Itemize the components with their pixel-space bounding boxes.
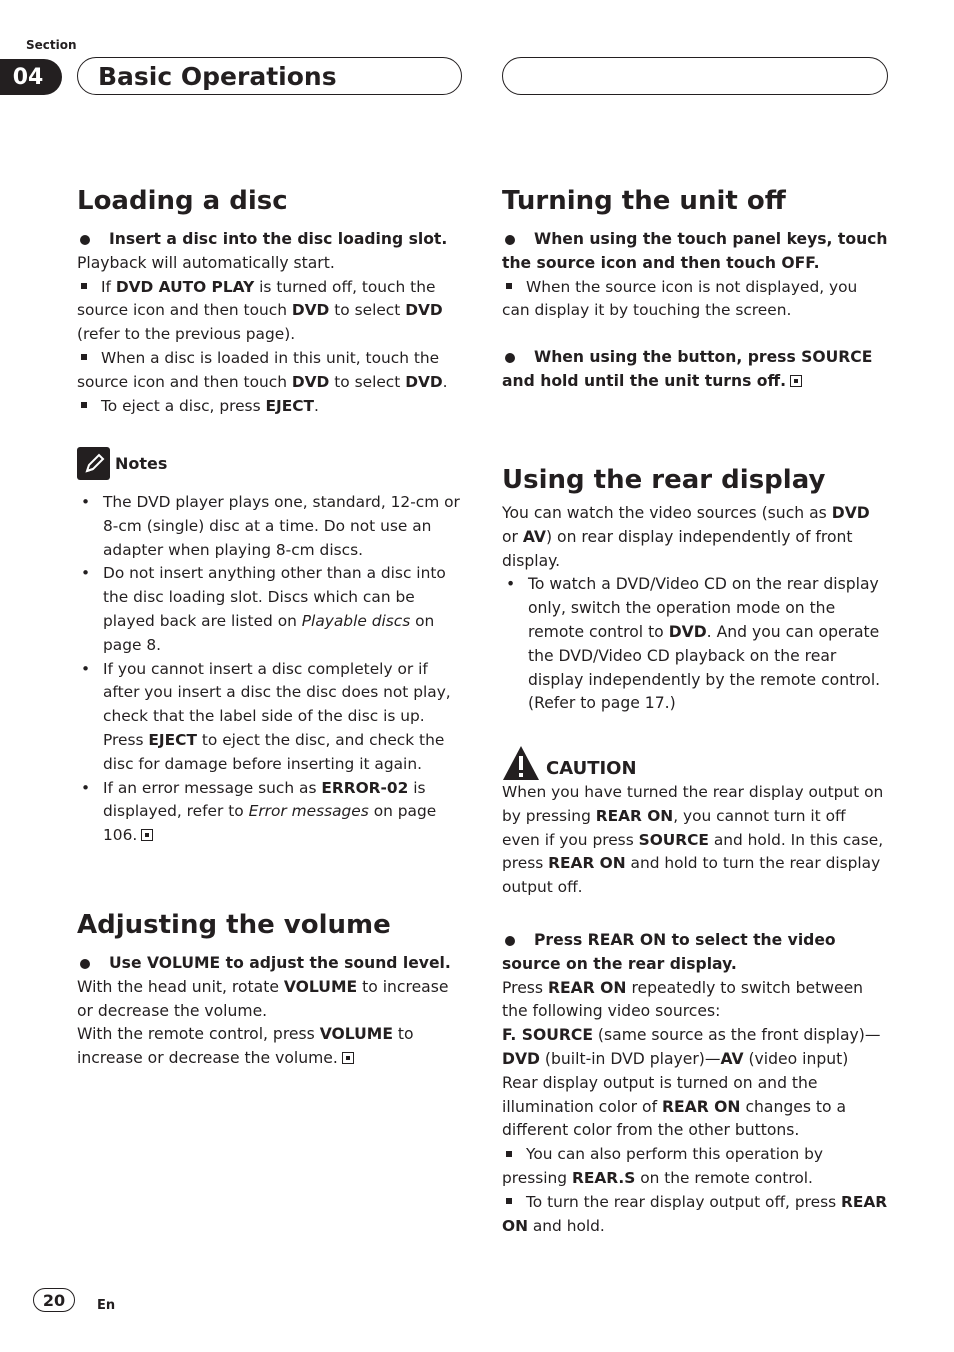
rear-intro: You can watch the video sources (such as DVD or AV) on rear display independently of front display.	[502, 504, 870, 570]
end-mark-icon	[790, 375, 802, 387]
loading-step-1-desc: Playback will automatically start.	[77, 253, 335, 272]
note-3: • If you cannot insert a disc completely or if after you insert a disc the disc does not play, check that the label side of the disc is up. Press EJECT to eject the disc, and check the disc for damage before inserting it again.	[81, 659, 451, 773]
square-bullet-icon	[81, 402, 87, 408]
notes-header	[77, 447, 463, 480]
rear-display-section	[502, 463, 888, 716]
page-number: 20	[33, 1288, 75, 1312]
warning-icon	[502, 745, 540, 781]
rear-step-p1: Press REAR ON repeatedly to switch between the following video sources:	[502, 978, 864, 1021]
language-code: En	[97, 1298, 116, 1313]
square-bullet-icon	[81, 283, 87, 289]
unit-off-heading: Turning the unit off	[502, 186, 786, 216]
unit-off-tip-1: When the source icon is not displayed, you can display it by touching the screen.	[502, 277, 858, 320]
rear-bullet: • To watch a DVD/Video CD on the rear display only, switch the operation mode on the remote control to DVD. And you can operate the DVD/Video CD playback on the rear display independently by the remote control. (Refer to page 17.)	[506, 575, 881, 713]
note-4: • If an error message such as ERROR-02 is displayed, refer to Error messages on page 106.	[81, 778, 437, 845]
section-number: 04	[0, 59, 62, 95]
section-title	[77, 57, 462, 95]
loading-disc-heading: Loading a disc	[77, 186, 288, 216]
square-bullet-icon	[506, 283, 512, 289]
end-mark-icon	[342, 1052, 354, 1064]
notes-title: Notes	[115, 453, 168, 473]
note-2: • Do not insert anything other than a disc into the disc loading slot. Discs which can be played back are listed on Playable discs on page 8.	[81, 564, 446, 654]
volume-p1: With the head unit, rotate VOLUME to increase or decrease the volume.	[77, 977, 449, 1020]
caution-section	[502, 745, 888, 900]
loading-tip-2: When a disc is loaded in this unit, touch the source icon and then touch DVD to select DVD.	[77, 348, 448, 391]
loading-tip-3: To eject a disc, press EJECT.	[77, 395, 463, 419]
volume-step: Use VOLUME to adjust the sound level.	[77, 952, 463, 976]
rear-step-p2: F. SOURCE (same source as the front display)—DVD (built-in DVD player)—AV (video input)	[502, 1026, 881, 1068]
header-empty-box	[502, 57, 888, 95]
rear-step-tip-2: To turn the rear display output off, press REAR ON and hold.	[502, 1192, 888, 1235]
unit-off-step-2: When using the button, press SOURCE and hold until the unit turns off.	[502, 348, 873, 390]
section-title-text: Basic Operations	[98, 61, 337, 91]
unit-off-section	[502, 184, 888, 394]
caution-header	[502, 745, 888, 781]
notes-section	[77, 447, 463, 848]
rear-step-p3: Rear display output is turned on and the illumination color of REAR ON changes to a different color from the other buttons.	[502, 1073, 847, 1140]
rear-step-tip-1: You can also perform this operation by pressing REAR.S on the remote control.	[502, 1145, 823, 1187]
pencil-icon	[77, 447, 110, 480]
loading-disc-section	[77, 184, 463, 418]
volume-p2: With the remote control, press VOLUME to increase or decrease the volume.	[77, 1025, 414, 1068]
loading-step-1: Insert a disc into the disc loading slot.	[77, 228, 463, 252]
rear-step-section	[502, 929, 888, 1238]
caution-title: CAUTION	[546, 758, 637, 780]
note-1: • The DVD player plays one, standard, 12-cm or 8-cm (single) disc at a time. Do not use an adapter when playing 8-cm discs.	[81, 493, 460, 559]
rear-step: Press REAR ON to select the video source on the rear display.	[502, 931, 836, 973]
square-bullet-icon	[506, 1151, 512, 1157]
volume-section	[77, 908, 463, 1071]
rear-display-heading: Using the rear display	[502, 465, 826, 495]
loading-tip-1: If DVD AUTO PLAY is turned off, touch the source icon and then touch DVD to select DVD (refer to the previous page).	[77, 277, 443, 344]
volume-heading: Adjusting the volume	[77, 910, 391, 940]
square-bullet-icon	[81, 354, 87, 360]
square-bullet-icon	[506, 1198, 512, 1204]
caution-text: When you have turned the rear display output on by pressing REAR ON, you cannot turn it off even if you press SOURCE and hold. In this case, press REAR ON and hold to turn the rear display output off.	[502, 783, 884, 897]
unit-off-step-1: When using the touch panel keys, touch the source icon and then touch OFF.	[502, 230, 888, 272]
end-mark-icon	[141, 829, 153, 841]
section-label: Section	[26, 38, 77, 52]
